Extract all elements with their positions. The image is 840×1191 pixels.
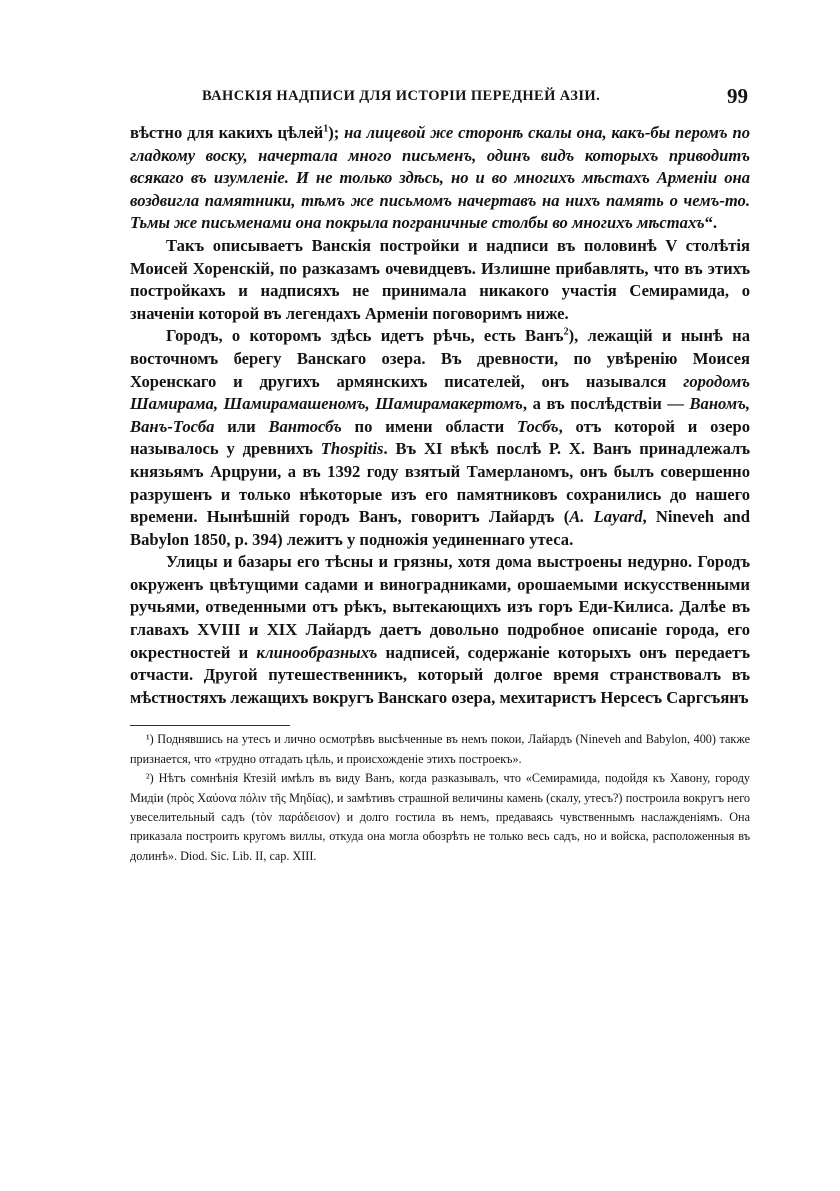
page-number: 99 [727, 84, 748, 108]
footnote-2 [130, 769, 750, 866]
footnote-text: Нѣтъ сомнѣнія Ктезій имѣлъ въ виду Ванъ, когда разказывалъ, что «Семирамида, подойдя къ Хавону, городу Мидіи (πρὸς Χαύονα πόλιν τῆς Μηδίας), и замѣтивъ страшной величины камень (скалу, утесъ?) построила вокругъ него увеселительный садъ (τὸν παράδεισον) и долго гостила въ немъ, предаваясь чувственнымъ наслажденіямъ. Она приказала построить кругомъ виллы, откуда она могла обозрѣть не только весь садъ, но и войска, расположенныя въ долинѣ». [130, 771, 751, 863]
paragraph-4-text: Улицы и базары его тѣсны и грязны, хотя дома выстроены недурно. Городъ окруженъ цвѣтущими садами и виноградниками, орошаемыми искусственными ручьями, отведенными отъ рѣкъ, вытекающихъ изъ горъ Еди-Килиса. Далѣе въ главахъ XVIII и XIX Лайардъ даетъ довольно подробное описаніе города, его окрестностей и [130, 552, 750, 662]
paragraph-1-text: ); [328, 123, 345, 142]
paragraph-1-text: вѣстно для какихъ цѣлей [130, 123, 324, 142]
page-header [130, 78, 750, 112]
paragraph-2: Такъ описываетъ Ванскія постройки и надписи въ половинѣ V столѣтія Моисей Хоренскій, по разказамъ очевидцевъ. Излишне прибавлять, что въ этихъ постройкахъ и надписяхъ не принимала никакого участія Семирамида, о значеніи которой въ легендахъ Арменіи поговоримъ ниже. [130, 235, 750, 323]
italic-term: Ваномъ, Ванъ-Тосба [130, 394, 750, 436]
footnote-ref-2: 2 [563, 326, 569, 338]
paragraph-3-text: по имени области [341, 416, 518, 436]
quotation-italic: на лицевой же сторонѣ скалы она, какъ-бы перомъ по гладкому воску, начертала много письменъ, одинъ видъ которыхъ приводитъ всякаго въ изумленіе. И не только здѣсь, но и во многихъ мѣстахъ Арменіи она воздвигла памятники, тѣмъ же письмомъ начертавъ на нихъ память о чемъ-то. Тьмы же письменами она покрыла пограничные столбы во многихъ мѣстахъ [130, 123, 750, 233]
body-text [130, 122, 750, 709]
paragraph-3-text: , отъ которой и озеро называлось у древнихъ [130, 416, 750, 459]
book-page [130, 78, 750, 866]
italic-author: A. Layard [569, 507, 643, 527]
paragraph-3-text: . Въ XI вѣкѣ послѣ Р. Х. Ванъ принадлежалъ князьямъ Арцруни, а въ 1392 году взятый Тамерланомъ, онъ былъ совершенно разрушенъ и только нѣкоторые изъ его памятниковъ сохранились до нашего времени. Нынѣшній городъ Ванъ, говоритъ Лайардъ ( [130, 439, 750, 527]
footnote-marker: ²) [146, 771, 154, 786]
italic-term: Тосбъ [517, 416, 559, 436]
paragraph-3-text: Городъ, о которомъ здѣсь идетъ рѣчь, есть Ванъ [166, 326, 564, 346]
paragraph-4-text: надписей, содержаніе которыхъ онъ передаетъ отчасти. Другой путешественникъ, который долгое время странствовалъ въ мѣстностяхъ лежащихъ вокругъ Ванскаго озера, мехитаристъ Нерсесъ Саргсъянъ [130, 642, 750, 707]
running-title: ВАНСКІЯ НАДПИСИ ДЛЯ ИСТОРІИ ПЕРЕДНЕЙ АЗІИ. [202, 88, 601, 104]
paragraph-1-text: “. [704, 213, 718, 233]
footnote-1 [130, 730, 750, 769]
paragraph-3-text: , Nineveh and Babylon 1850, p. 394) лежитъ у подножія уединеннаго утеса. [130, 507, 750, 549]
paragraph-3-text: или [214, 416, 269, 436]
footnote-text: Поднявшись на утесъ и лично осмотрѣвъ высѣченные въ немъ покои, Лайардъ (Nineveh and Babylon, 400) также признается, что «трудно отгадать цѣль, и происхожденіе этихъ построекъ». [130, 732, 750, 766]
italic-term: городомъ Шамирама, Шамирамашеномъ, Шамирамакертомъ [130, 371, 750, 414]
italic-term: клинообразныхъ [256, 642, 378, 662]
italic-term: Вантосбъ [268, 416, 342, 436]
footnote-marker: ¹) [146, 732, 154, 747]
italic-term: Thospitis [320, 439, 384, 459]
paragraph-3 [130, 325, 750, 551]
footnote-ref-1: 1 [323, 123, 329, 135]
paragraph-3-text: ), лежащій и нынѣ на восточномъ берегу Ванскаго озера. Въ древности, по увѣренію Моисея Хоренскаго и другихъ армянскихъ писателей, онъ назывался [130, 326, 750, 391]
paragraph-3-text: , а въ послѣдствіи — [522, 394, 690, 414]
footnote-citation: Diod. Sic. Lib. II, cap. XIII. [180, 848, 317, 863]
paragraph-4 [130, 551, 750, 709]
footnote-divider [130, 725, 290, 726]
footnotes [130, 730, 750, 866]
paragraph-1 [130, 122, 750, 235]
